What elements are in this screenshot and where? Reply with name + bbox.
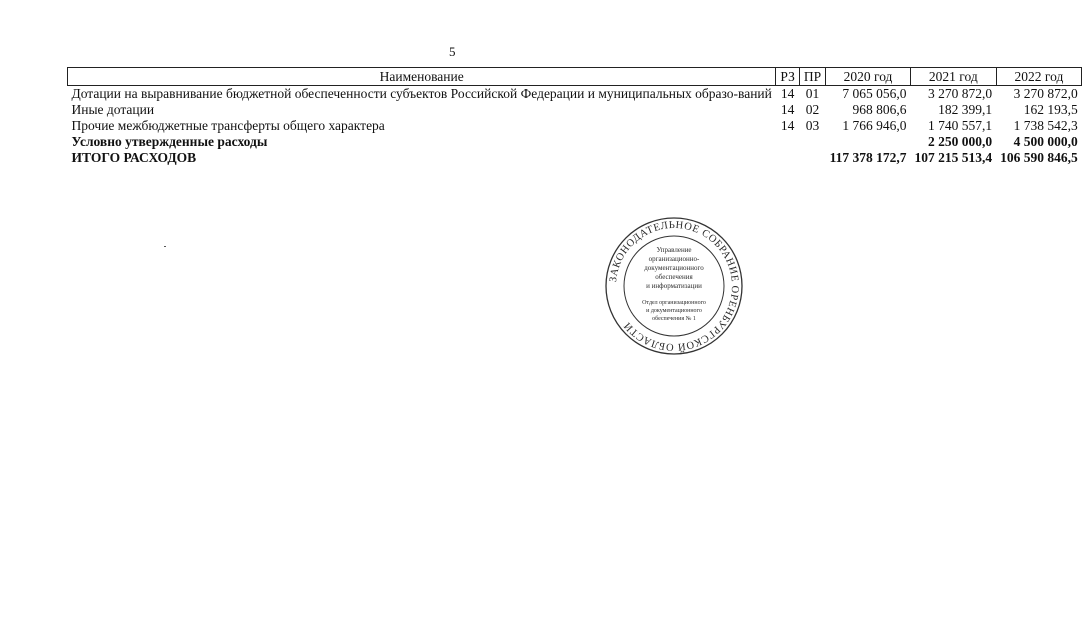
cell-2021: 107 215 513,4 <box>914 150 993 165</box>
header-2020: 2020 год <box>826 68 911 86</box>
cell-name: Иные дотации <box>71 102 155 117</box>
stamp-inner-line: и информатизации <box>646 282 702 290</box>
header-name: Наименование <box>68 68 776 86</box>
stamp-inner-line: и документационного <box>646 308 702 314</box>
cell-2020: 1 766 946,0 <box>842 118 907 133</box>
cell-name: Дотации на выравнивание бюджетной обеспеченности субъектов Российской Федерации и муниципальных образо-ваний <box>71 86 772 101</box>
cell-name: Условно утвержденные расходы <box>71 134 268 149</box>
cell-2021: 1 740 557,1 <box>927 118 993 133</box>
cell-2022: 1 738 542,3 <box>1013 118 1078 133</box>
cell-2020: 117 378 172,7 <box>829 150 907 165</box>
table-header-row <box>68 68 1082 86</box>
stamp-inner-line: обеспечения <box>655 273 693 281</box>
stamp-inner-line: обеспечения № 1 <box>652 316 696 322</box>
cell-2020: 7 065 056,0 <box>842 86 907 101</box>
cell-2022: 4 500 000,0 <box>1013 134 1078 149</box>
cell-pr: 03 <box>805 118 820 133</box>
stamp-ring-text: ЗАКОНОДАТЕЛЬНОЕ СОБРАНИЕ ОРЕНБУРГСКОЙ ОБЛАСТИ <box>608 219 741 353</box>
header-2021: 2021 год <box>910 68 996 86</box>
stamp-inner-line: Отдел организационного <box>642 300 706 306</box>
cell-rz: 14 <box>780 102 795 117</box>
header-2022: 2022 год <box>996 68 1082 86</box>
header-rz: РЗ <box>776 68 799 86</box>
budget-table <box>67 67 1082 166</box>
cell-2021: 2 250 000,0 <box>927 134 993 149</box>
cell-rz <box>776 134 799 150</box>
table-row <box>68 86 1082 103</box>
cell-pr <box>799 150 825 166</box>
stamp-inner-line: организационно- <box>648 255 700 263</box>
cell-rz: 14 <box>780 86 795 101</box>
table-row <box>68 150 1082 166</box>
page-number: 5 <box>449 44 456 59</box>
official-stamp <box>604 216 744 356</box>
cell-pr: 02 <box>805 102 820 117</box>
cell-rz: 14 <box>780 118 795 133</box>
cell-2022: 162 193,5 <box>1023 102 1078 117</box>
table-row <box>68 102 1082 118</box>
stamp-inner-line: Управление <box>656 246 692 254</box>
cell-name: ИТОГО РАСХОДОВ <box>71 150 197 165</box>
cell-name: Прочие межбюджетные трансферты общего характера <box>71 118 385 133</box>
table-row <box>68 118 1082 134</box>
cell-2020 <box>826 134 911 150</box>
cell-2022: 106 590 846,5 <box>1000 150 1078 165</box>
cell-2020: 968 806,6 <box>852 102 907 117</box>
table-body <box>68 86 1082 167</box>
cell-2022: 3 270 872,0 <box>1013 86 1078 101</box>
cell-pr <box>799 134 825 150</box>
scan-speck <box>164 246 166 247</box>
cell-rz <box>776 150 799 166</box>
stamp-inner-line: документационного <box>644 264 704 272</box>
header-pr: ПР <box>799 68 825 86</box>
cell-2021: 3 270 872,0 <box>927 86 993 101</box>
cell-2021: 182 399,1 <box>938 102 993 117</box>
cell-pr: 01 <box>805 86 820 101</box>
table-row <box>68 134 1082 150</box>
